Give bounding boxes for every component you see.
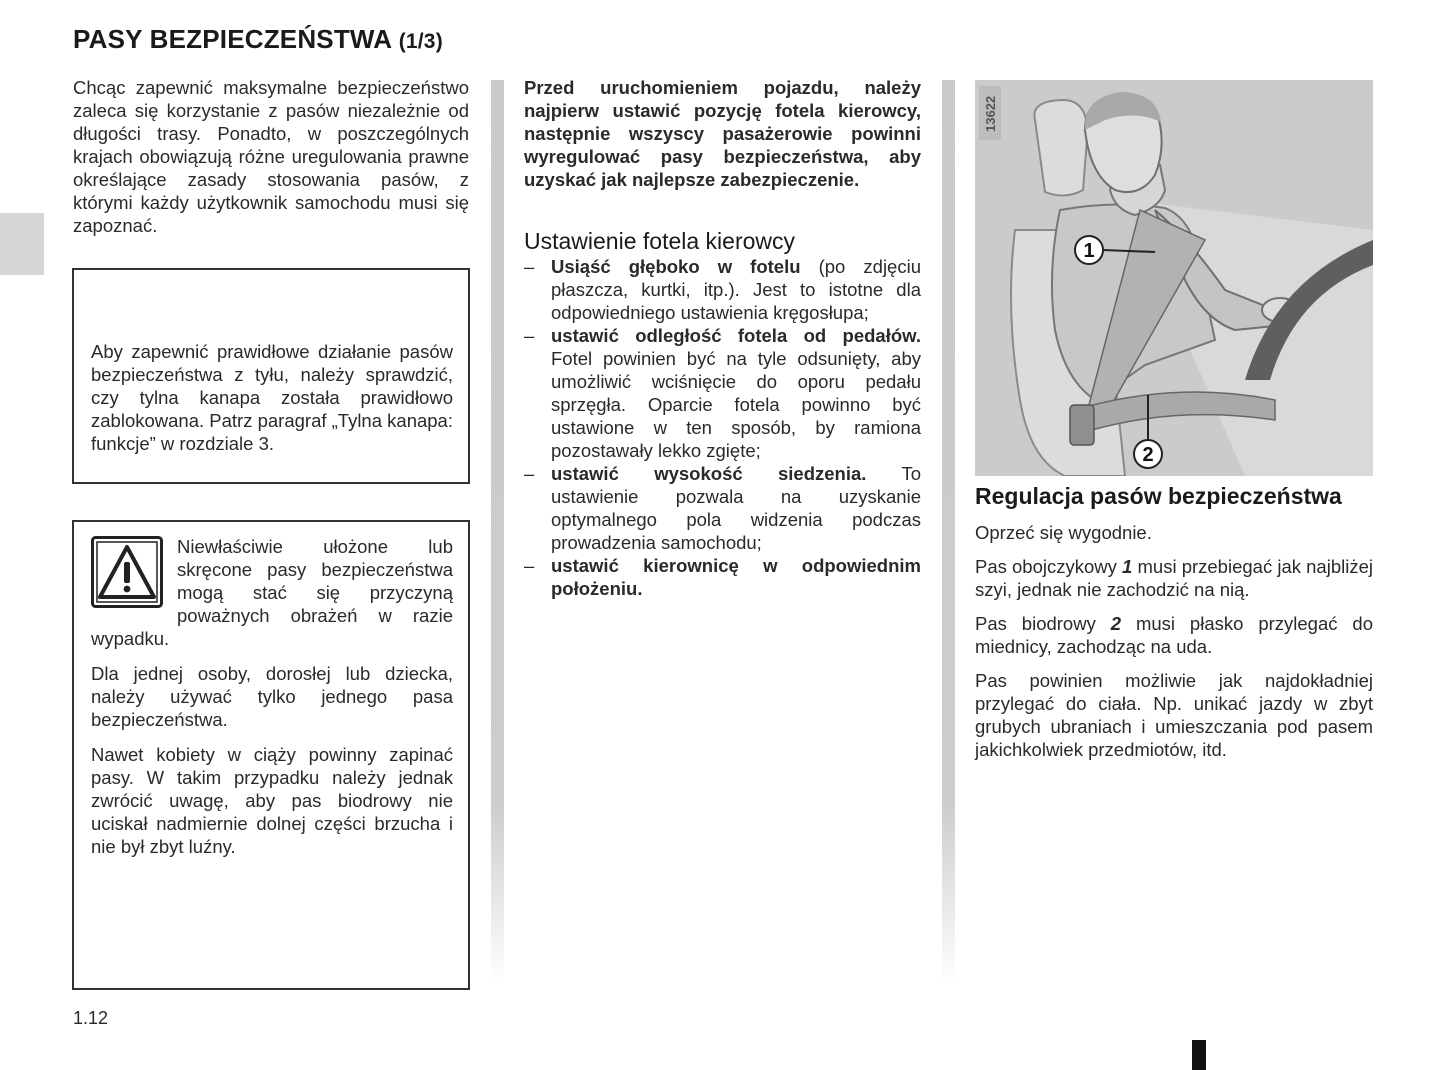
column-divider-right bbox=[942, 80, 955, 985]
list-item: – ustawić odległość fotela od pedałów. Fotel powinien być na tyle odsunięty, aby umożliwić wciśnięcie do oporu pedału sprzęgła. Oparcie fotela powinno być ustawione w ten sposób, by ramiona pozostawały lekko zgięte; bbox=[524, 325, 921, 461]
list-item: – ustawić kierownicę w odpowiednim położeniu. bbox=[524, 555, 921, 599]
callout-2-label: 2 bbox=[1142, 444, 1154, 466]
info-box-text: Aby zapewnić prawidłowe działanie pasów bezpieczeństwa z tyłu, należy sprawdzić, czy tylna kanapa została prawidłowo zablokowana. Patrz paragraf „Tylna kanapa: funkcje” w rozdziale 3. bbox=[91, 340, 453, 454]
warning-text-2: Dla jednej osoby, dorosłej lub dziecka, należy używać tylko jednego pasa bezpieczeństwa. bbox=[91, 663, 453, 730]
belt-text-4: Pas powinien możliwie jak najdokładniej przylegać do ciała. Np. unikać jazdy w zbyt grubych ubraniach i umieszczania pod pasem jakichkolwiek przedmiotów, itd. bbox=[975, 670, 1373, 760]
section-heading-belt: Regulacja pasów bezpieczeństwa bbox=[975, 483, 1342, 509]
warning-box bbox=[72, 520, 470, 990]
intro-paragraph bbox=[73, 76, 469, 237]
title-text: PASY BEZPIECZEŃSTWA bbox=[73, 24, 392, 54]
warning-text-3: Nawet kobiety w ciąży powinny zapinać pasy. W takim przypadku należy jednak zwrócić uwagę, aby pas biodrowy nie uciskał nadmiernie dolnej części brzucha i nie był zbyt luźny. bbox=[91, 744, 453, 857]
image-code: 13622 bbox=[983, 95, 998, 132]
right-column bbox=[975, 482, 1373, 772]
column-divider-left bbox=[491, 80, 504, 985]
info-box bbox=[72, 268, 470, 484]
callout-1-label: 1 bbox=[1083, 240, 1095, 262]
page-corner-mark bbox=[1192, 1040, 1206, 1070]
warning-triangle-icon bbox=[91, 536, 163, 608]
section-heading-seat: Ustawienie fotela kierowcy bbox=[524, 228, 796, 254]
section-tab-marker bbox=[0, 213, 44, 275]
belt-text-2: Pas obojczykowy 1 musi przebiegać jak najbliżej szyi, jednak nie zachodzić na nią. bbox=[975, 556, 1373, 600]
belt-text-1: Oprzeć się wygodnie. bbox=[975, 522, 1152, 543]
belt-text-3: Pas biodrowy 2 musi płasko przylegać do miednicy, zachodząc na uda. bbox=[975, 613, 1373, 657]
intro-text: Chcąc zapewnić maksymalne bezpieczeństwo zaleca się korzystanie z pasów niezależnie od długości trasy. Ponadto, w poszczególnych krajach obowiązują różne uregulowania prawne określające zasady stosowania pasów, z którymi każdy użytkownik samochodu musi się zapoznać. bbox=[73, 77, 469, 236]
list-item: – ustawić wysokość siedzenia. To ustawienie pozwala na uzyskanie optymalnego pola widzenia podczas prowadzenia samochodu; bbox=[524, 463, 921, 553]
middle-intro-bold: Przed uruchomieniem pojazdu, należy najpierw ustawić pozycję fotela kierowcy, następnie wszyscy pasażerowie powinni wyregulować pasy bezpieczeństwa, aby uzyskać jak najlepsze zabezpieczenie. bbox=[524, 77, 921, 190]
page-number: 1.12 bbox=[73, 1008, 109, 1028]
warning-text-1: Niewłaściwie ułożone lub skręcone pasy bezpieczeństwa mogą stać się przyczyną poważnych obrażeń w razie wypadku. bbox=[91, 536, 453, 649]
middle-column bbox=[524, 76, 921, 600]
list-item: – Usiąść głęboko w fotelu (po zdjęciu płaszcza, kurtki, itp.). Jest to istotne dla odpowiedniego ustawienia kręgosłupa; bbox=[524, 256, 921, 323]
seat-adjust-list bbox=[524, 255, 921, 600]
seatbelt-illustration bbox=[975, 80, 1373, 476]
page-title bbox=[73, 24, 443, 55]
title-part: (1/3) bbox=[398, 30, 443, 53]
